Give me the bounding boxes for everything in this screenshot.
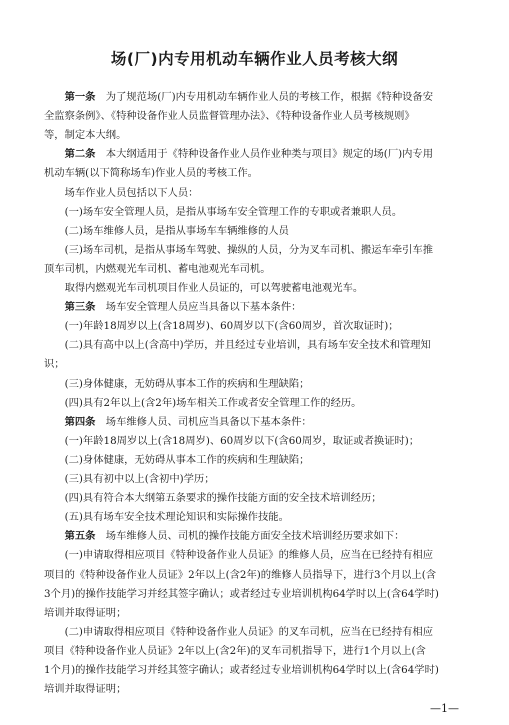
line-text: 培训并取得证明； [44,606,127,619]
article-number: 第四条 [64,415,96,428]
body-line [44,281,363,295]
body-line [44,243,433,257]
line-text: (一)申请取得相应项目《特种设备作业人员证》的维修人员，应当在已经持有相应 [64,549,434,562]
line-text: 场车安全管理人员应当具备以下基本条件： [95,301,302,314]
document-title: 场(厂)内专用机动车辆作业人员考核大纲 [110,50,399,68]
body-line [44,357,65,371]
line-text: 场车作业人员包括以下人员： [64,186,199,199]
line-text: 项目的《特种设备作业人员证》2年以上(含2年)的维修人员指导下，进行3个月以上(含 [44,568,437,581]
line-text: 培训并取得证明； [44,683,127,696]
body-line [44,166,258,180]
body-line [44,319,399,333]
body-line [44,109,415,123]
line-text: (二)申请取得相应项目《特种设备作业人员证》的叉车司机，应当在已经持有相应 [64,625,434,638]
line-text: 等，制定本大纲。 [44,129,127,142]
line-text: 3个月)的操作技能学习并经其签字确认；或者经过专业培训机构64学时以上(含64学时) [44,587,439,600]
body-line [44,568,436,582]
line-text: (二)场车维修人员，是指从事场车车辆维修的人员 [64,224,289,237]
body-line [44,663,439,677]
body-line [44,548,433,562]
line-text: (三)场车司机，是指从事场车驾驶、操纵的人员，分为叉车司机、搬运车牵引车推 [64,243,434,256]
body-line [44,625,433,639]
line-text: 识； [44,358,65,371]
line-text: 机动车辆(以下简称场车)作业人员的考核工作。 [44,167,258,180]
body-line [44,529,404,543]
line-text: (四)具有符合本大纲第五条要求的操作技能方面的安全技术培训经历； [64,492,382,505]
article-number: 第一条 [64,91,96,103]
line-text: (五)具有场车安全技术理论知识和实际操作技能。 [64,511,289,524]
body-line [44,682,126,696]
article-number: 第三条 [64,301,96,314]
body-line [44,396,361,410]
line-text: 场车维修人员、司机应当具备以下基本条件： [95,415,312,428]
line-text: 1个月)的操作技能学习并经其签字确认；或者经过专业培训机构64学时以上(含64学时) [44,664,439,676]
body-line [44,377,309,391]
line-text: 取得内燃观光车司机项目作业人员证的，可以驾驶蓄电池观光车。 [64,282,364,294]
body-line [44,147,433,161]
body-line [44,453,309,467]
article-number: 第二条 [64,148,96,161]
line-text: (一)年龄18周岁以上(含18周岁)、60周岁以下(含60周岁，首次取证时)； [64,320,399,333]
body-line [44,644,426,658]
body-line [44,262,271,276]
body-line [44,128,126,142]
line-text: 项目《特种设备作业人员证》2年以上(含2年)的叉车司机指导下，进行1个月以上(含 [44,644,426,657]
body-line [44,186,198,200]
line-text: 为了规范场(厂)内专用机动车辆作业人员的考核工作，根据《特种设备安 [95,91,434,103]
line-text: 全监察条例》、《特种设备作业人员监督管理办法》、《特种设备作业人员考核规则》 [44,110,415,123]
page-number: —1— [430,702,459,715]
line-text: 场车维修人员、司机的操作技能方面安全技术培训经历要求如下： [95,530,405,543]
body-line [44,205,402,219]
line-text: (一)年龄18周岁以上(含18周岁)、60周岁以下(含60周岁，取证或者换证时)； [64,434,420,447]
line-text: 顶车司机，内燃观光车司机、蓄电池观光车司机。 [44,262,271,275]
line-text: (一)场车安全管理人员，是指从事场车安全管理工作的专职或者兼职人员。 [64,205,403,218]
body-line [44,491,382,505]
line-text: 本大纲适用于《特种设备作业人员作业种类与项目》规定的场(厂)内专用 [95,148,434,161]
body-line [44,472,215,486]
line-text: (二)具有高中以上(含高中)学历，并且经过专业培训，具有场车安全技术和管理知 [64,339,431,352]
body-line [44,90,433,104]
article-number: 第五条 [64,530,96,543]
body-line [44,224,289,238]
line-text: (二)身体健康，无妨碍从事本工作的疾病和生理缺陷； [64,453,310,466]
body-line [44,587,439,601]
body-line [44,434,419,448]
body-line [44,338,431,352]
line-text: (三)身体健康，无妨碍从事本工作的疾病和生理缺陷； [64,377,310,390]
body-line [44,300,301,314]
line-text: (四)具有2年以上(含2年)场车相关工作或者安全管理工作的经历。 [64,396,362,409]
line-text: (三)具有初中以上(含初中)学历； [64,473,215,485]
body-line [44,415,312,429]
body-line [44,510,289,524]
body-line [44,606,126,620]
